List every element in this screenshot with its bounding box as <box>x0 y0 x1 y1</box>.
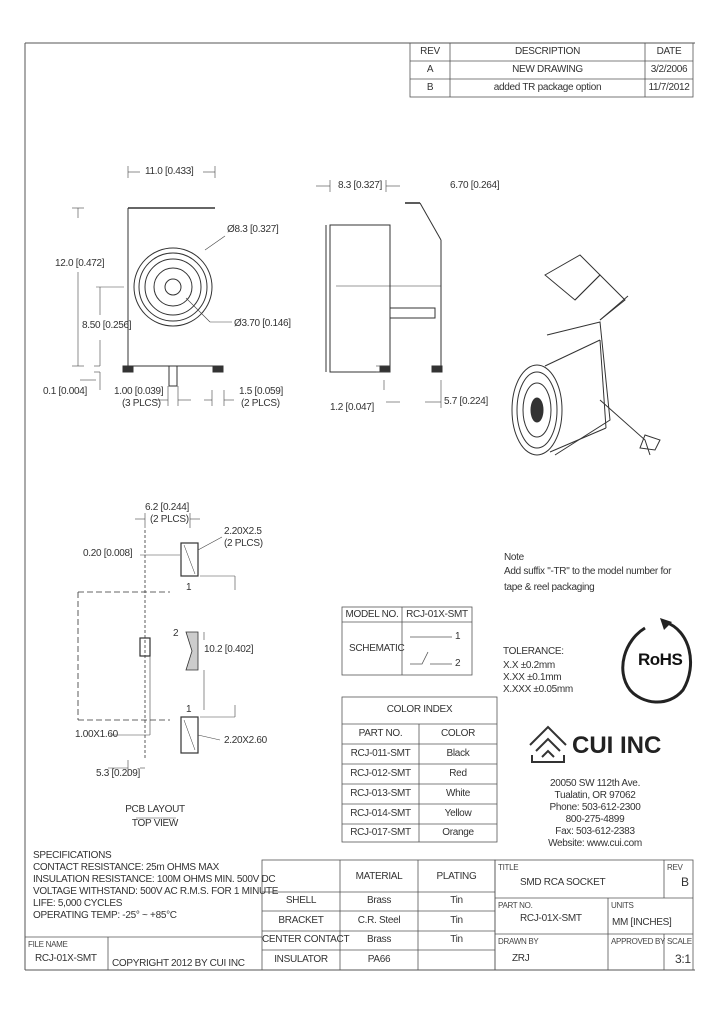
color-value-3: White <box>445 788 471 799</box>
company-website: Website: www.cui.com <box>548 838 642 849</box>
component-center-contact: CENTER CONTACT <box>262 934 350 945</box>
tolerance-title: TOLERANCE: <box>503 646 564 657</box>
copyright-text: COPYRIGHT 2012 BY CUI INC <box>112 958 245 969</box>
rev-b-description: added TR package option <box>493 82 602 93</box>
model-value: RCJ-01X-SMT <box>406 609 468 620</box>
file-value: RCJ-01X-SMT <box>35 953 97 964</box>
rev-b: B <box>426 82 434 93</box>
title-value: SMD RCA SOCKET <box>520 877 606 888</box>
dim-foot-thickness: 0.1 [0.004] <box>43 386 87 397</box>
rev-value: B <box>681 875 689 889</box>
dim-pin-width-1: 1.00 [0.039] <box>114 386 164 397</box>
part-value: RCJ-01X-SMT <box>520 913 582 924</box>
color-value-4: Yellow <box>444 808 472 819</box>
color-part-2: RCJ-012-SMT <box>350 768 411 779</box>
company-address1: 20050 SW 112th Ave. <box>549 778 641 789</box>
drawn-label: DRAWN BY <box>498 937 539 946</box>
company-address2: Tualatin, OR 97062 <box>554 790 636 801</box>
color-part-3: RCJ-013-SMT <box>350 788 411 799</box>
approved-label: APPROVED BY <box>611 937 666 946</box>
title-label: TITLE <box>498 863 519 872</box>
color-value-2: Red <box>449 768 467 779</box>
pcb-pad-spacing: 6.2 [0.244] <box>145 502 189 513</box>
pcb-layout-drawing <box>78 530 198 760</box>
color-value-5: Orange <box>442 827 474 838</box>
component-insulator: INSULATOR <box>274 954 328 965</box>
tolerance-line1: X.X ±0.2mm <box>503 660 555 671</box>
pcb-pin1-label: 1 <box>186 582 192 593</box>
spec-line-2: INSULATION RESISTANCE: 100M OHMS MIN. 500V DC <box>33 874 276 885</box>
pcb-pin1-bottom-label: 1 <box>186 704 192 715</box>
spec-line-3: VOLTAGE WITHSTAND: 500V AC R.M.S. FOR 1 MINUTE <box>33 886 279 897</box>
pcb-pad-spacing-qty: (2 PLCS) <box>150 514 189 525</box>
cui-logo-mark <box>530 727 566 762</box>
dim-side-pin-length: 5.7 [0.224] <box>444 396 488 407</box>
company-phone2: 800-275-4899 <box>565 814 625 825</box>
pcb-pad-gap: 0.20 [0.008] <box>83 548 133 559</box>
dim-height: 12.0 [0.472] <box>55 258 105 269</box>
material-insulator: PA66 <box>367 954 391 965</box>
pcb-title-line1: PCB LAYOUT <box>125 804 185 815</box>
pcb-title-line2: TOP VIEW <box>131 818 179 829</box>
schematic-pin1: 1 <box>455 631 461 642</box>
pcb-center-pad: 1.00X1.60 <box>75 729 118 740</box>
side-view-dimension-lines <box>316 180 441 408</box>
side-view-drawing <box>326 203 442 372</box>
front-view-dimension-lines <box>72 166 234 406</box>
date-header: DATE <box>656 46 682 57</box>
front-view-drawing <box>123 208 223 386</box>
spec-line-4: LIFE: 5,000 CYCLES <box>33 898 123 909</box>
color-part-4: RCJ-014-SMT <box>350 808 411 819</box>
color-index-part-header: PART NO. <box>358 728 403 739</box>
dim-pin-width-1-qty: (3 PLCS) <box>122 398 161 409</box>
rev-a-description: NEW DRAWING <box>512 64 583 75</box>
pcb-pad-size-top-qty: (2 PLCS) <box>224 538 263 549</box>
color-part-1: RCJ-011-SMT <box>350 748 411 759</box>
color-value-1: Black <box>446 748 470 759</box>
dim-side-pin-thickness: 1.2 [0.047] <box>330 402 374 413</box>
rohs-label: RoHS <box>638 650 683 669</box>
specifications-title: SPECIFICATIONS <box>33 850 112 861</box>
pcb-pad-size-bottom: 2.20X2.60 <box>224 735 267 746</box>
pcb-pin2-label: 2 <box>173 628 179 639</box>
rev-label: REV <box>667 863 683 872</box>
plating-shell: Tin <box>450 895 463 906</box>
units-value: MM [INCHES] <box>612 917 672 928</box>
part-label: PART NO. <box>498 901 533 910</box>
rev-header: REV <box>420 46 440 57</box>
schematic-pin2: 2 <box>455 658 461 669</box>
dim-pin-width-2: 1.5 [0.059] <box>239 386 283 397</box>
pcb-offset: 5.3 [0.209] <box>96 768 140 779</box>
material-shell: Brass <box>366 895 392 906</box>
spec-line-5: OPERATING TEMP: -25° ~ +85°C <box>33 910 177 921</box>
company-phone1: Phone: 503-612-2300 <box>549 802 641 813</box>
dim-pin-width-2-qty: (2 PLCS) <box>241 398 280 409</box>
material-center-contact: Brass <box>366 934 392 945</box>
dim-outer-diameter: Ø8.3 [0.327] <box>227 224 279 235</box>
description-header: DESCRIPTION <box>514 46 581 57</box>
scale-label: SCALE <box>667 937 692 946</box>
dim-inner-diameter: Ø3.70 [0.146] <box>234 318 291 329</box>
spec-line-1: CONTACT RESISTANCE: 25m OHMS MAX <box>33 862 219 873</box>
plating-header: PLATING <box>436 871 477 882</box>
plating-center-contact: Tin <box>450 934 463 945</box>
material-bracket: C.R. Steel <box>357 915 401 926</box>
plating-bracket: Tin <box>450 915 463 926</box>
company-fax: Fax: 503-612-2383 <box>555 826 635 837</box>
schematic-label: SCHEMATIC <box>349 643 405 654</box>
model-label: MODEL NO. <box>345 609 399 620</box>
tolerance-line2: X.XX ±0.1mm <box>503 672 562 683</box>
note-heading: Note <box>504 552 524 563</box>
pcb-center-distance: 10.2 [0.402] <box>204 644 254 655</box>
file-label: FILE NAME <box>28 940 68 949</box>
material-header: MATERIAL <box>355 871 403 882</box>
dim-side-offset: 6.70 [0.264] <box>450 180 500 191</box>
rev-a-date: 3/2/2006 <box>650 64 688 75</box>
color-part-5: RCJ-017-SMT <box>350 827 411 838</box>
color-index-color-header: COLOR <box>440 728 476 739</box>
dim-side-length: 8.3 [0.327] <box>338 180 382 191</box>
dim-center-height: 8.50 [0.256] <box>82 320 132 331</box>
rev-a: A <box>426 64 434 75</box>
note-line2: tape & reel packaging <box>504 582 595 593</box>
pcb-pad-size-top: 2.20X2.5 <box>224 526 262 537</box>
component-bracket: BRACKET <box>278 915 324 926</box>
drawn-value: ZRJ <box>512 953 530 964</box>
dim-top-width: 11.0 [0.433] <box>145 166 194 177</box>
tolerance-line3: X.XXX ±0.05mm <box>503 684 573 695</box>
rev-b-date: 11/7/2012 <box>648 82 690 93</box>
note-line1: Add suffix "-TR" to the model number for <box>504 566 672 577</box>
component-shell: SHELL <box>285 895 317 906</box>
color-index-title: COLOR INDEX <box>386 704 453 715</box>
units-label: UNITS <box>611 901 634 910</box>
scale-value: 3:1 <box>675 952 691 966</box>
cui-logo-text: CUI INC <box>572 732 662 759</box>
isometric-view-drawing <box>512 255 660 455</box>
